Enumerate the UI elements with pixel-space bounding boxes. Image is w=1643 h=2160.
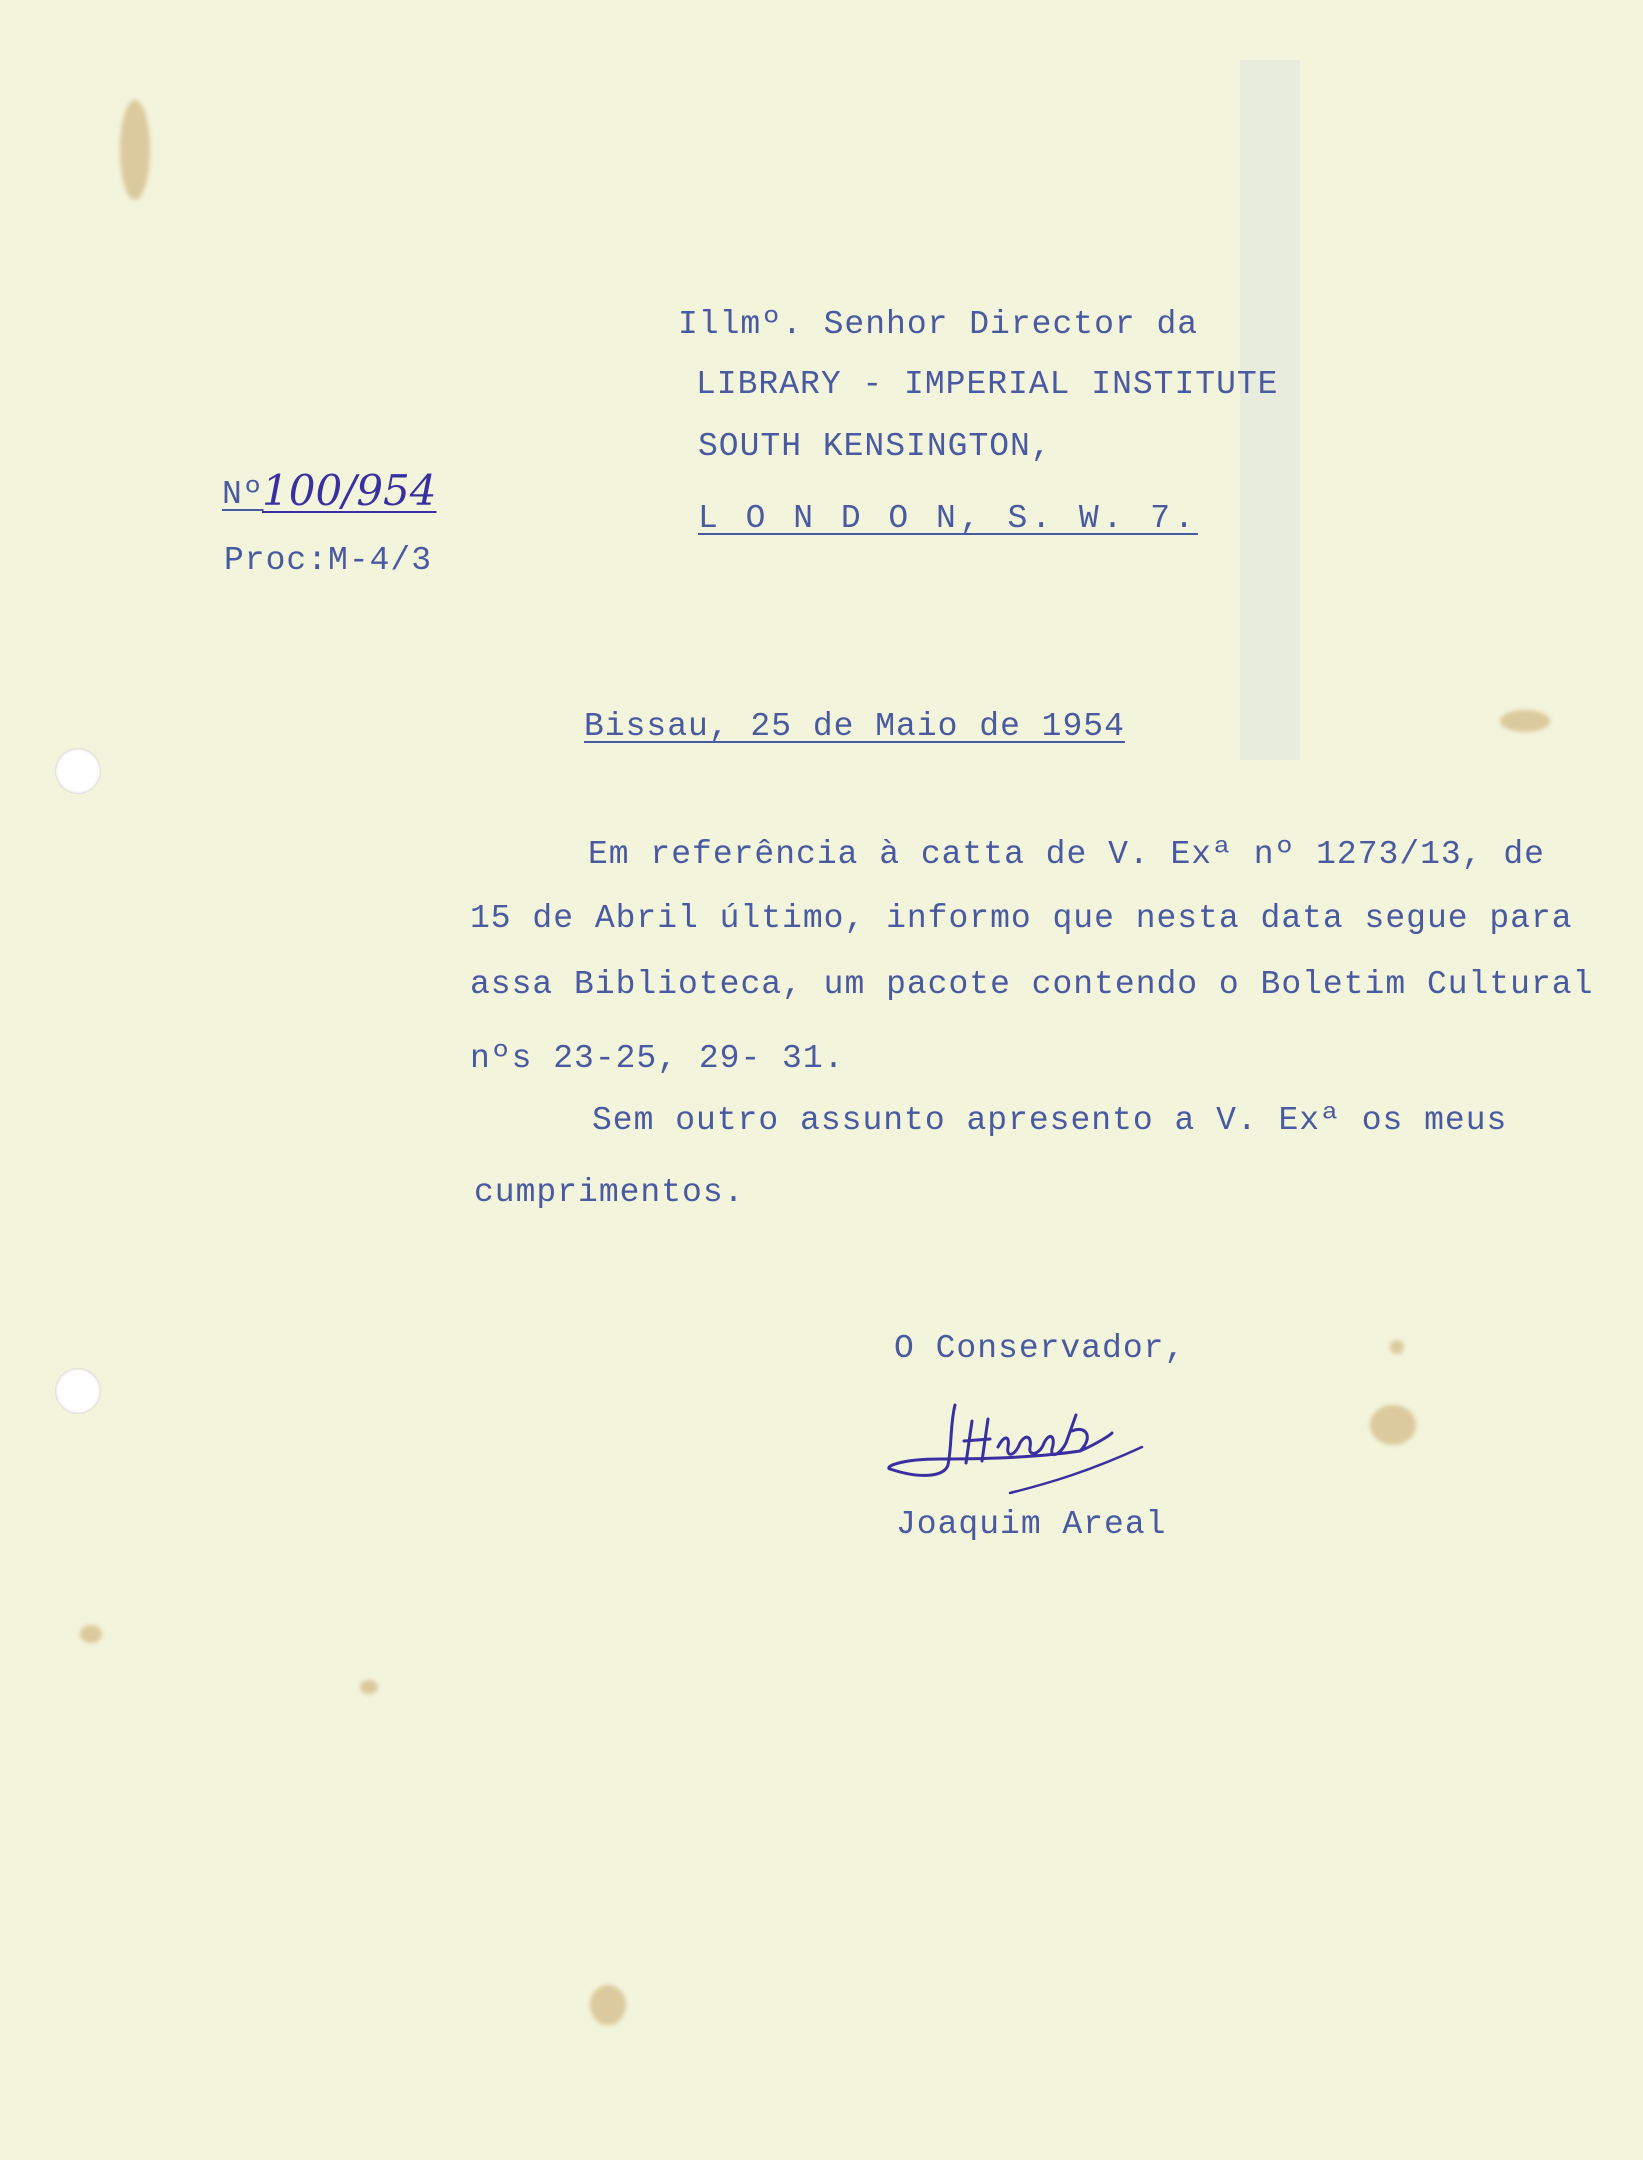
recipient-city: L O N D O N, S. W. 7. <box>698 500 1198 537</box>
signature <box>880 1385 1150 1505</box>
body-line: cumprimentos. <box>474 1174 745 1211</box>
process-reference: Proc:M-4/3 <box>224 542 433 579</box>
stain <box>120 100 150 200</box>
recipient-salutation: Illmº. Senhor Director da <box>678 306 1199 343</box>
date-line: Bissau, 25 de Maio de 1954 <box>584 708 1125 745</box>
stain <box>1370 1405 1416 1445</box>
stain <box>590 1985 626 2025</box>
reference-number-prefix: Nº <box>222 476 264 513</box>
stain <box>360 1680 378 1694</box>
body-line: Sem outro assunto apresento a V. Exª os meus <box>592 1102 1508 1139</box>
punch-hole-upper <box>55 748 101 794</box>
body-line: nºs 23-25, 29- 31. <box>470 1040 845 1077</box>
body-line: assa Biblioteca, um pacote contendo o Boletim Cultural <box>470 966 1594 1003</box>
body-line: 15 de Abril último, informo que nesta data segue para <box>470 900 1573 937</box>
closing-title: O Conservador, <box>894 1330 1186 1367</box>
stain <box>80 1625 102 1643</box>
punch-hole-lower <box>55 1368 101 1414</box>
stain <box>1390 1340 1404 1354</box>
reference-number-handwritten: 100/954 <box>262 466 437 515</box>
paper-discoloration <box>1240 60 1300 760</box>
stain <box>1500 710 1550 732</box>
body-line: Em referência à catta de V. Exª nº 1273/13, de <box>588 836 1545 873</box>
signatory-name: Joaquim Areal <box>896 1506 1167 1543</box>
recipient-area: SOUTH KENSINGTON, <box>698 428 1052 465</box>
recipient-institution: LIBRARY - IMPERIAL INSTITUTE <box>696 366 1279 403</box>
